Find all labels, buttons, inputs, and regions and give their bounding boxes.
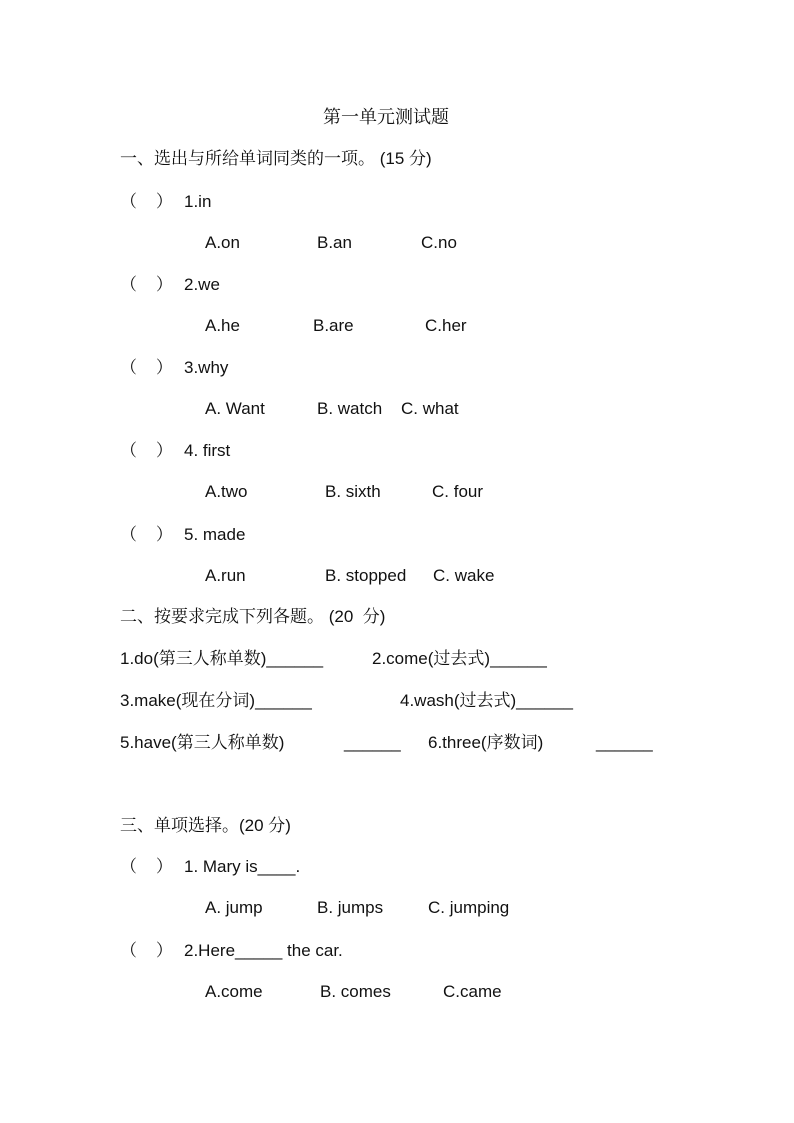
option-b: B. stopped [325,566,407,585]
transform-item-3: 3.make(现在分词)______ [120,691,312,710]
transform-item-1: 1.do(第三人称单数)______ [120,649,324,668]
section-1-heading: 一、选出与所给单词同类的一项。 (15 分) [120,149,432,168]
option-c: C. jumping [428,898,510,917]
option-c: C. wake [433,566,495,585]
answer-bracket: （ ） [120,358,173,377]
answer-bracket: （ ） [120,441,173,460]
option-a: A. Want [205,399,265,418]
question-stem: 5. made [184,525,246,544]
question-stem: 4. first [184,441,231,460]
option-c: C. what [401,399,459,418]
answer-bracket: （ ） [120,275,173,294]
answer-bracket: （ ） [120,941,173,960]
option-c: C.her [425,316,467,335]
option-a: A.run [205,566,246,585]
option-c: C.came [443,982,502,1001]
question-stem: 2.Here_____ the car. [184,941,343,960]
option-c: C. four [432,482,484,501]
question-stem: 1.in [184,192,212,211]
answer-bracket: （ ） [120,857,173,876]
transform-item-2: 2.come(过去式)______ [372,649,547,668]
option-b: B. watch [317,399,383,418]
answer-bracket: （ ） [120,525,173,544]
option-b: B.are [313,316,354,335]
page-title: 第一单元测试题 [323,107,449,127]
section-2-heading: 二、按要求完成下列各题。 (20 分) [120,607,386,626]
answer-blank: ______ [596,733,653,752]
option-b: B. sixth [325,482,381,501]
option-a: A.he [205,316,240,335]
answer-blank: ______ [344,733,401,752]
option-c: C.no [421,233,457,252]
question-stem: 3.why [184,358,229,377]
option-a: A. jump [205,898,263,917]
option-b: B.an [317,233,352,252]
option-b: B. jumps [317,898,384,917]
option-a: A.come [205,982,263,1001]
transform-item-4: 4.wash(过去式)______ [400,691,573,710]
option-a: A.on [205,233,240,252]
transform-item-5: 5.have(第三人称单数) [120,733,285,752]
transform-item-6: 6.three(序数词) [428,733,544,752]
question-stem: 2.we [184,275,220,294]
question-stem: 1. Mary is____. [184,857,301,876]
option-a: A.two [205,482,248,501]
option-b: B. comes [320,982,391,1001]
answer-bracket: （ ） [120,192,173,211]
section-3-heading: 三、单项选择。(20 分) [120,816,291,835]
